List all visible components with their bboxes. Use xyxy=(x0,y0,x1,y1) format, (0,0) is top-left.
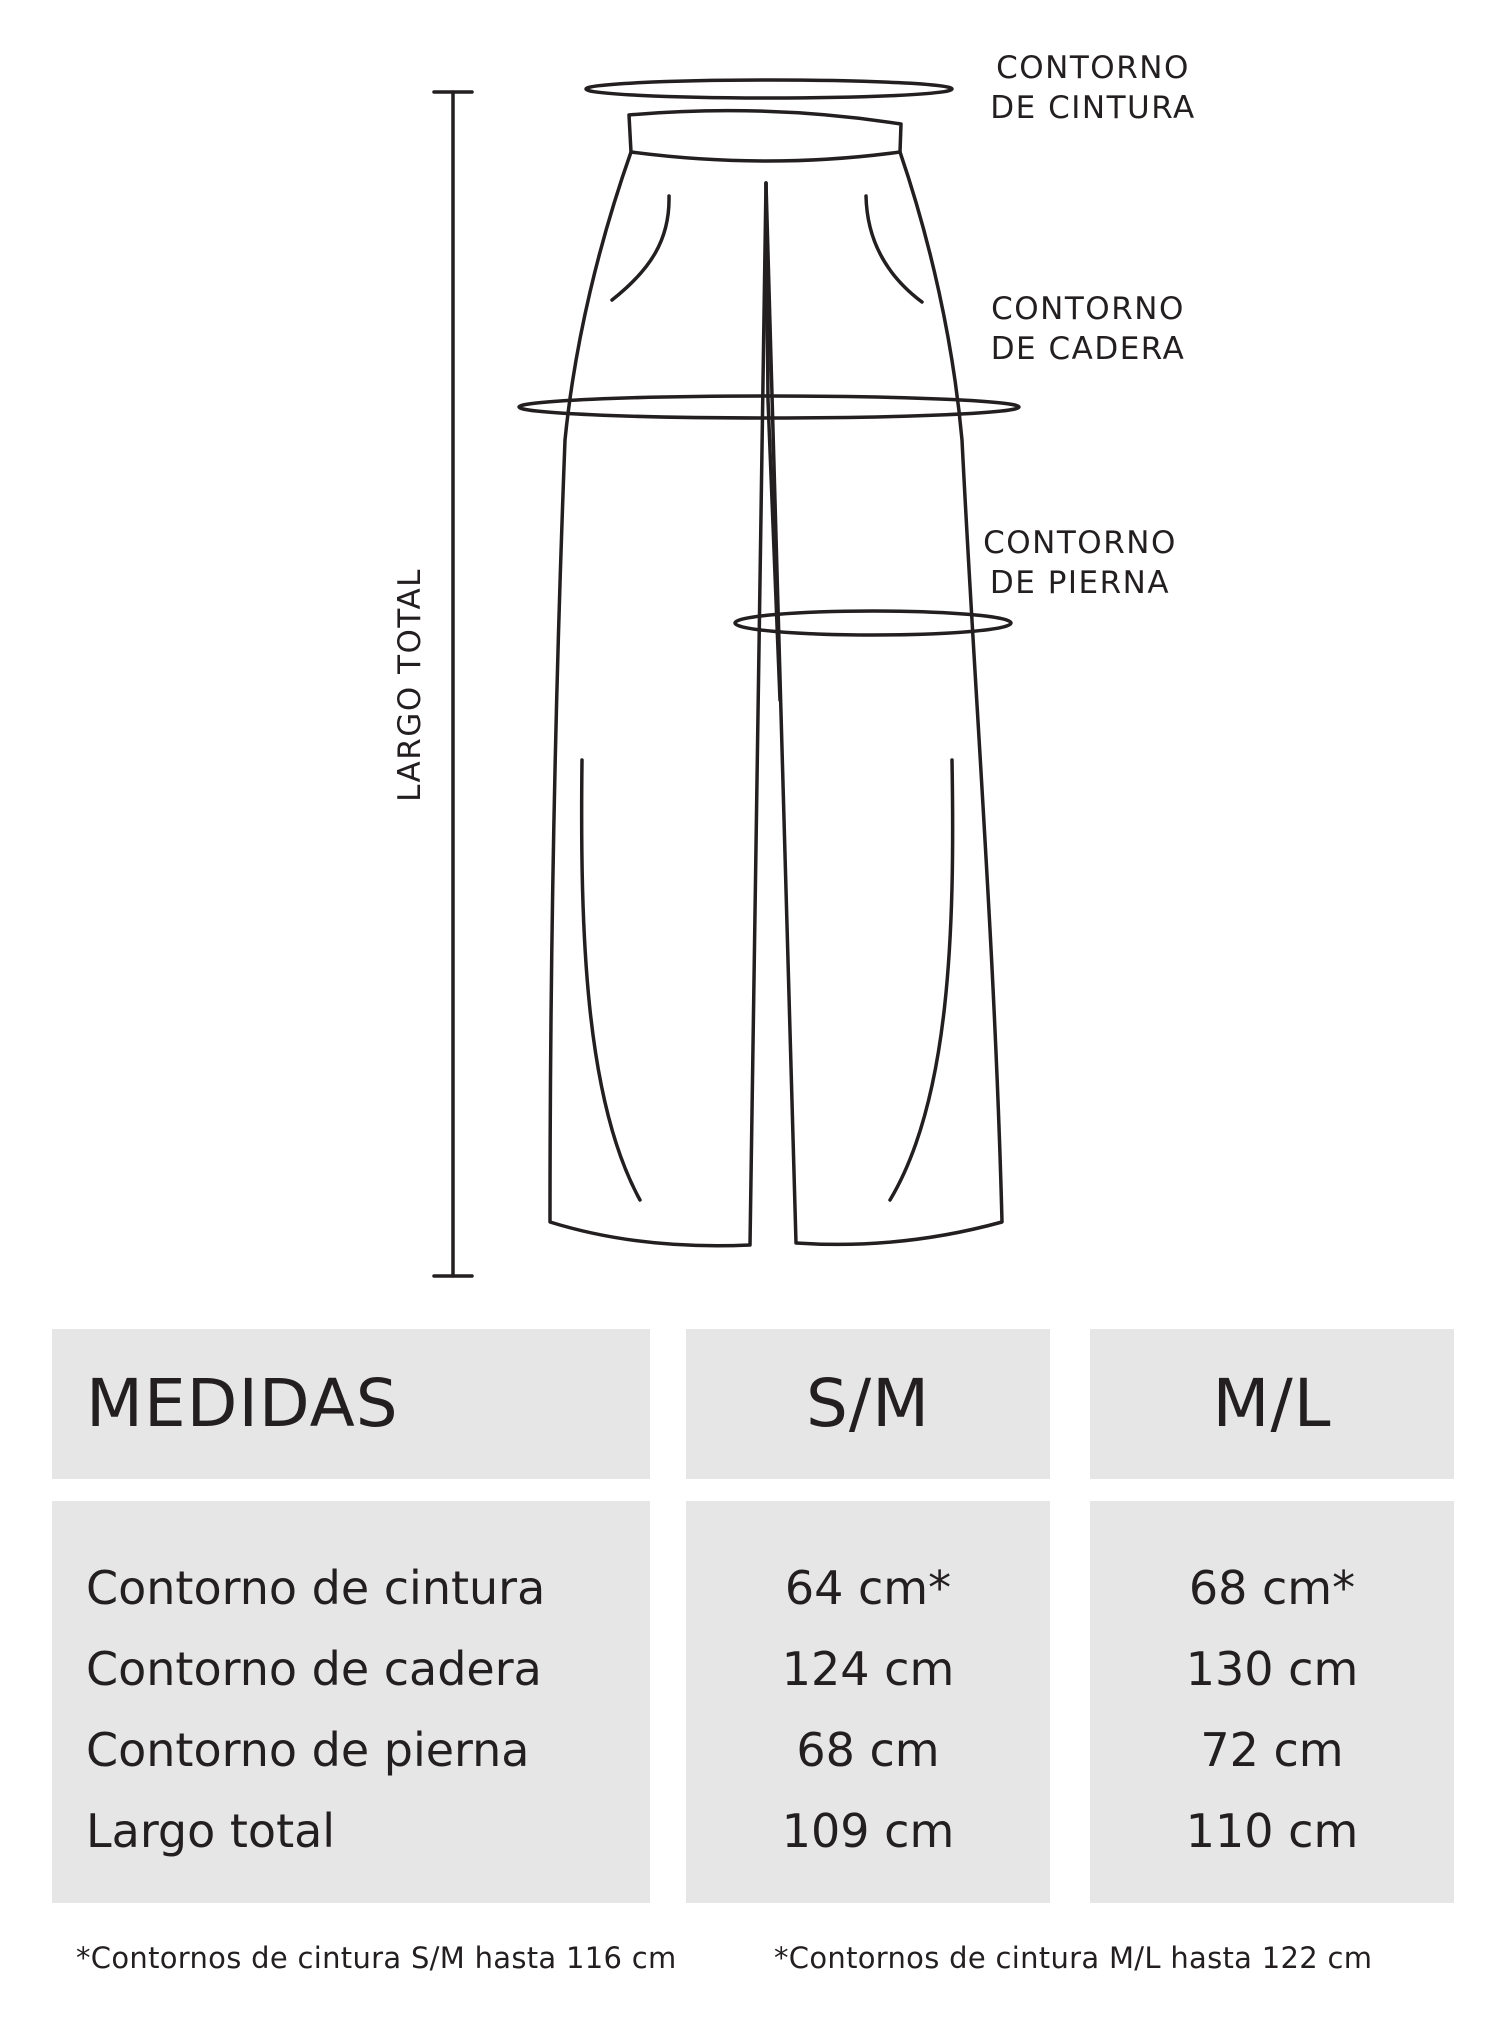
leg-label-line2: DE PIERNA xyxy=(989,565,1171,601)
header-sm-text: S/M xyxy=(805,1365,931,1442)
left-hem-crease xyxy=(582,760,640,1200)
sm-value-pierna: 68 cm xyxy=(796,1723,940,1777)
ml-value-cintura: 68 cm* xyxy=(1188,1561,1356,1615)
sm-value-largo: 109 cm xyxy=(781,1804,955,1858)
measurement-labels-column xyxy=(52,1501,650,1903)
waistband xyxy=(629,111,901,161)
leg-label xyxy=(955,523,1205,603)
row-label-largo: Largo total xyxy=(86,1804,336,1858)
ml-value-cadera: 130 cm xyxy=(1185,1642,1359,1696)
header-medidas-text: MEDIDAS xyxy=(86,1365,399,1442)
header-sm xyxy=(686,1329,1050,1479)
sm-values-column xyxy=(686,1501,1050,1903)
ml-value-pierna: 72 cm xyxy=(1200,1723,1344,1777)
waist-label-line2: DE CINTURA xyxy=(990,90,1196,126)
leg-label-line1: CONTORNO xyxy=(983,525,1177,561)
footnote-ml: *Contornos de cintura M/L hasta 122 cm xyxy=(774,1941,1373,1975)
total-length-label-text: LARGO TOTAL xyxy=(392,568,428,802)
hip-label xyxy=(963,289,1213,369)
pants-left-leg xyxy=(550,152,766,1246)
left-pocket xyxy=(612,196,669,300)
header-ml-text: M/L xyxy=(1212,1365,1332,1442)
right-hem-crease xyxy=(890,760,953,1200)
total-length-measure-line xyxy=(434,92,472,1276)
hip-label-line1: CONTORNO xyxy=(991,291,1185,327)
right-pocket xyxy=(866,196,922,302)
hip-label-line2: DE CADERA xyxy=(990,331,1186,367)
waist-label-line1: CONTORNO xyxy=(996,50,1190,86)
sm-value-cintura: 64 cm* xyxy=(784,1561,952,1615)
waist-measure-ellipse xyxy=(586,80,952,98)
ml-value-largo: 110 cm xyxy=(1185,1804,1359,1858)
footnote-sm: *Contornos de cintura S/M hasta 116 cm xyxy=(76,1941,677,1975)
sm-value-cadera: 124 cm xyxy=(781,1642,955,1696)
row-label-cadera: Contorno de cadera xyxy=(86,1642,542,1696)
waist-label xyxy=(968,48,1218,128)
row-label-cintura: Contorno de cintura xyxy=(86,1561,546,1615)
row-label-pierna: Contorno de pierna xyxy=(86,1723,530,1777)
ml-values-column xyxy=(1090,1501,1454,1903)
header-ml xyxy=(1090,1329,1454,1479)
header-medidas xyxy=(52,1329,650,1479)
